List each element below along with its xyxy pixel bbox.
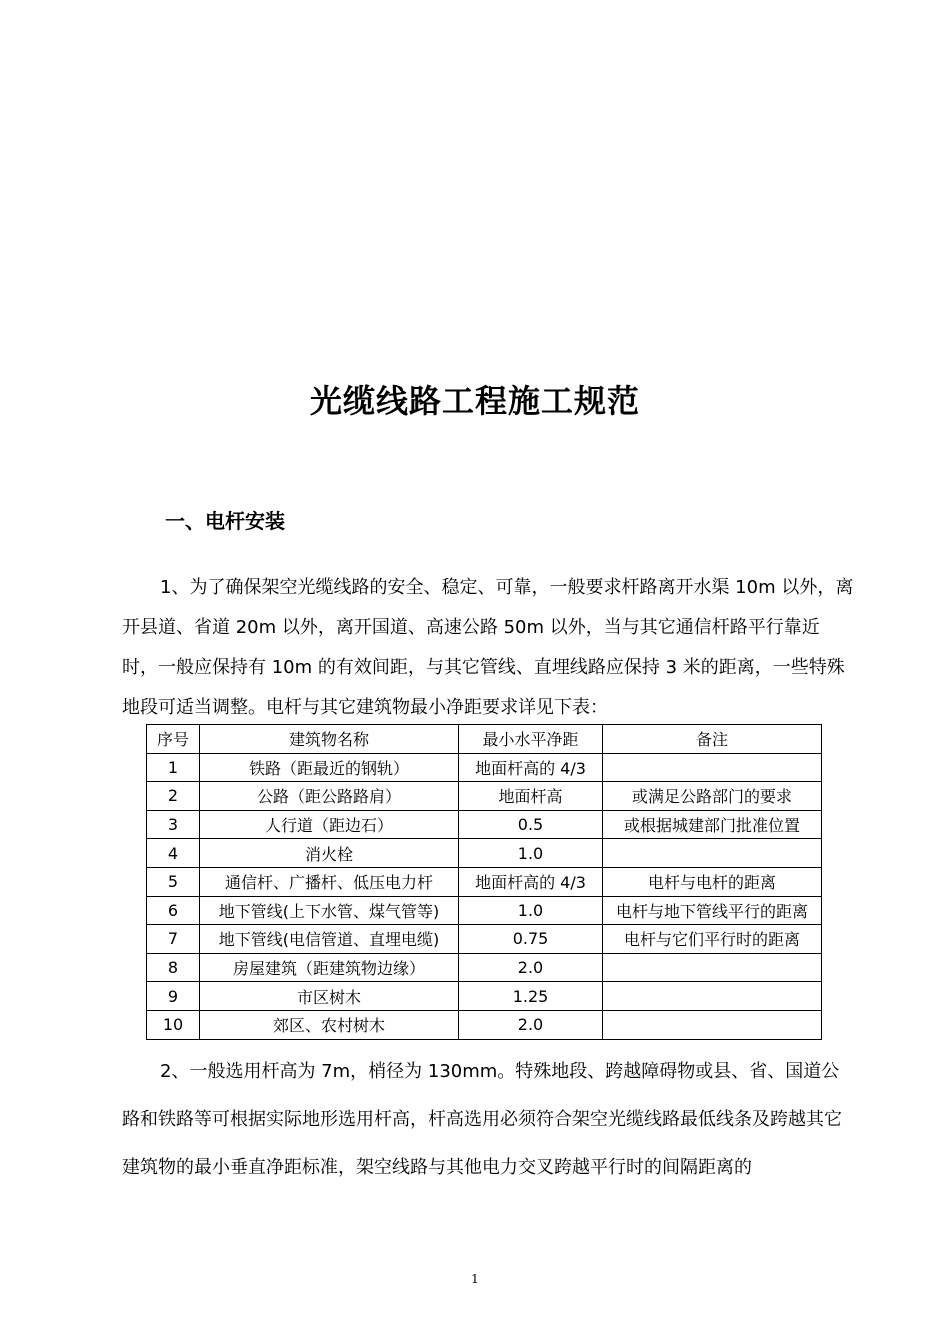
cell-distance: 1.0: [459, 896, 603, 925]
cell-index: 9: [147, 982, 200, 1011]
cell-distance: 1.0: [459, 839, 603, 868]
table-body: [147, 753, 822, 1039]
cell-building: 地下管线(电信管道、直埋电缆): [200, 925, 459, 954]
table-row: [147, 925, 822, 954]
page-number: 1: [471, 1272, 479, 1286]
table-row: [147, 810, 822, 839]
cell-index: 5: [147, 867, 200, 896]
paragraph-2-text: 2、一般选用杆高为 7m，梢径为 130mm。特殊地段、跨越障碍物或县、省、国道公路和铁路等可根据实际地形选用杆高，杆高选用必须符合架空光缆线路最低线条及跨越其它建筑物的最小垂直净距标准，架空线路与其他电力交叉跨越平行时的间隔距离的: [122, 1061, 842, 1178]
cell-remarks: [603, 982, 822, 1011]
table-row: [147, 839, 822, 868]
header-remarks: 备注: [603, 725, 822, 754]
cell-index: 8: [147, 953, 200, 982]
cell-index: 10: [147, 1010, 200, 1039]
cell-building: 房屋建筑（距建筑物边缘）: [200, 953, 459, 982]
cell-remarks: [603, 839, 822, 868]
cell-index: 6: [147, 896, 200, 925]
cell-index: 3: [147, 810, 200, 839]
header-distance: 最小水平净距: [459, 725, 603, 754]
cell-index: 1: [147, 753, 200, 782]
table-row: [147, 982, 822, 1011]
cell-remarks: 或满足公路部门的要求: [603, 782, 822, 811]
cell-remarks: 电杆与地下管线平行的距离: [603, 896, 822, 925]
table-row: [147, 867, 822, 896]
cell-remarks: [603, 753, 822, 782]
cell-distance: 2.0: [459, 953, 603, 982]
header-index: 序号: [147, 725, 200, 754]
clearance-table: [146, 724, 822, 1040]
cell-building: 郊区、农村树木: [200, 1010, 459, 1039]
cell-building: 公路（距公路路肩）: [200, 782, 459, 811]
cell-distance: 地面杆高: [459, 782, 603, 811]
paragraph-2: [122, 1048, 855, 1192]
table-row: [147, 782, 822, 811]
cell-index: 4: [147, 839, 200, 868]
cell-index: 7: [147, 925, 200, 954]
table-header-row: [147, 725, 822, 754]
cell-building: 消火栓: [200, 839, 459, 868]
cell-distance: 0.75: [459, 925, 603, 954]
cell-distance: 2.0: [459, 1010, 603, 1039]
cell-index: 2: [147, 782, 200, 811]
table-row: [147, 753, 822, 782]
document-title: 光缆线路工程施工规范: [309, 382, 640, 420]
cell-building: 铁路（距最近的钢轨）: [200, 753, 459, 782]
cell-building: 通信杆、广播杆、低压电力杆: [200, 867, 459, 896]
cell-remarks: 或根据城建部门批准位置: [603, 810, 822, 839]
cell-remarks: [603, 953, 822, 982]
cell-distance: 地面杆高的 4/3: [459, 753, 603, 782]
paragraph-1-text: 1、为了确保架空光缆线路的安全、稳定、可靠，一般要求杆路离开水渠 10m 以外，离开县道、省道 20m 以外，离开国道、高速公路 50m 以外，当与其它通信杆路平行靠近时，一般应保持有 10m 的有效间距，与其它管线、直埋线路应保持 3 米的距离，一些特殊地段可适当调整。电杆与其它建筑物最小净距要求详见下表：: [122, 577, 854, 718]
cell-distance: 1.25: [459, 982, 603, 1011]
table-row: [147, 953, 822, 982]
cell-distance: 地面杆高的 4/3: [459, 867, 603, 896]
cell-remarks: [603, 1010, 822, 1039]
cell-remarks: 电杆与它们平行时的距离: [603, 925, 822, 954]
cell-remarks: 电杆与电杆的距离: [603, 867, 822, 896]
section-heading: 一、电杆安装: [165, 509, 285, 533]
table-row: [147, 1010, 822, 1039]
cell-building: 市区树木: [200, 982, 459, 1011]
table-row: [147, 896, 822, 925]
cell-building: 人行道（距边石）: [200, 810, 459, 839]
paragraph-1: [122, 568, 855, 728]
cell-building: 地下管线(上下水管、煤气管等): [200, 896, 459, 925]
cell-distance: 0.5: [459, 810, 603, 839]
header-building: 建筑物名称: [200, 725, 459, 754]
